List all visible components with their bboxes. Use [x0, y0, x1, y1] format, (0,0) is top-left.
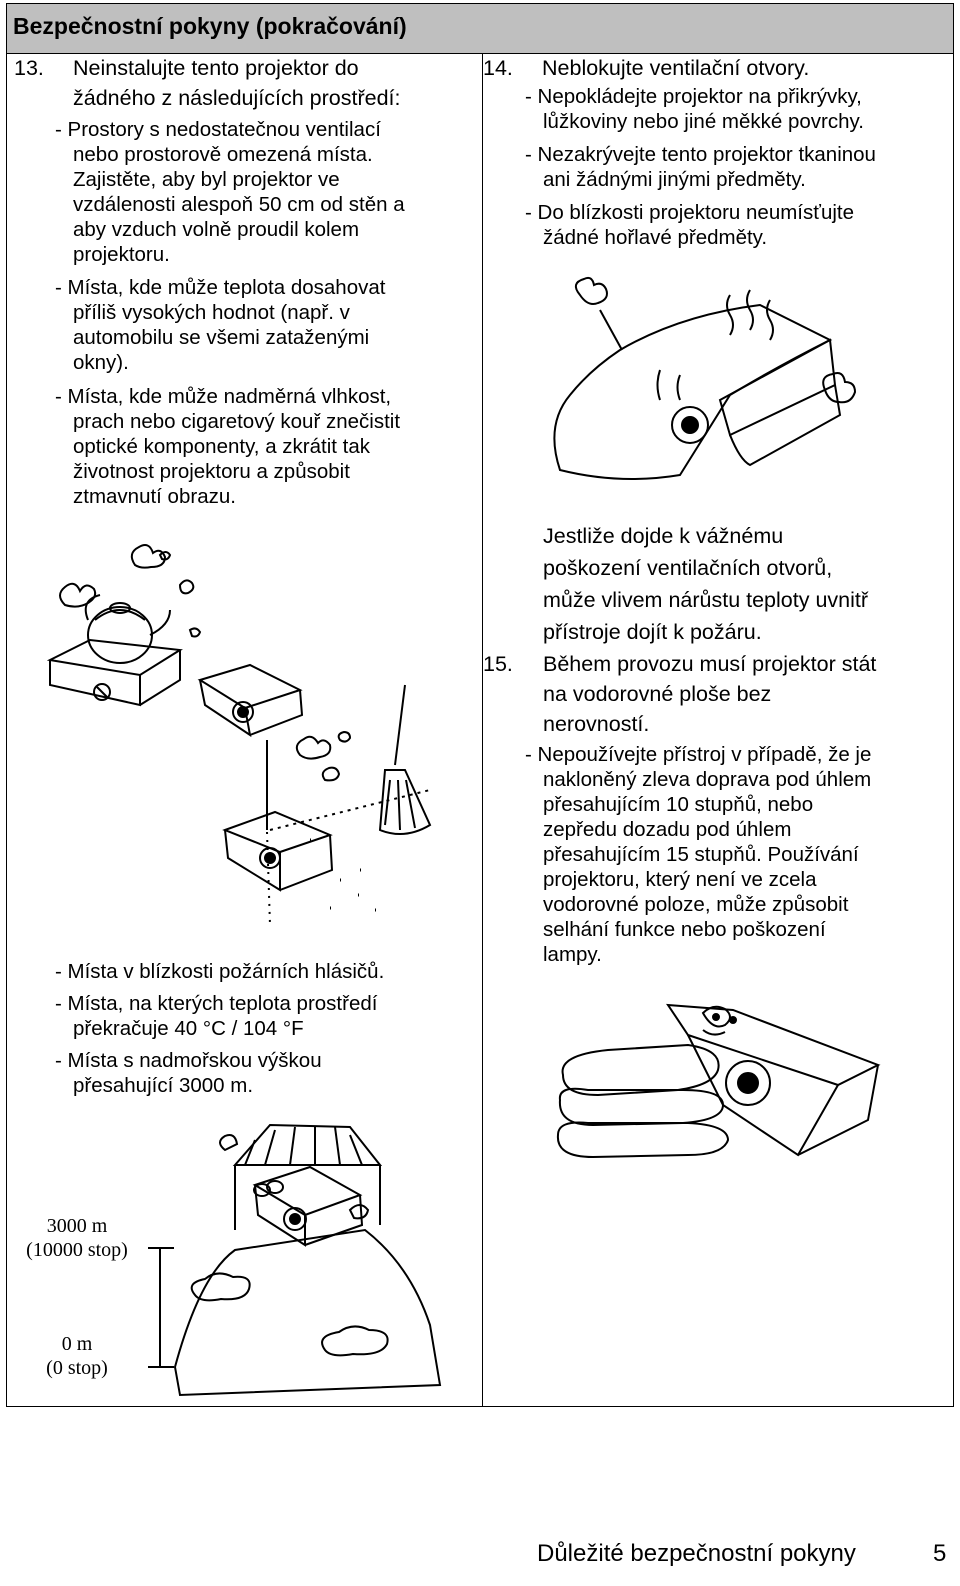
item15-number: 15. [483, 652, 513, 676]
section-title: Bezpečnostní pokyny (pokračování) [13, 13, 407, 39]
item13-bullet3-line5: ztmavnutí obrazu. [73, 485, 236, 508]
item13-bullet3-line2: prach nebo cigaretový kouř znečistit [73, 410, 401, 433]
item13-bullet6-line2: přesahující 3000 m. [73, 1074, 254, 1097]
item13-bullet1-line1: - Prostory s nedostatečnou ventilací [55, 118, 381, 141]
item13-number: 13. [14, 56, 44, 80]
item13-bullet1-line5: aby vzduch volně proudil kolem [73, 218, 360, 241]
item13-bullet5-line2: překračuje 40 °C / 104 °F [73, 1017, 304, 1040]
item13-bullet6-line1: - Místa s nadmořskou výškou [55, 1049, 322, 1072]
heat-dust-illustration [40, 540, 460, 930]
item13-heading-line1: Neinstalujte tento projektor do [73, 56, 359, 80]
item13-heading-line2: žádného z následujících prostředí: [73, 86, 401, 110]
item13-bullet3-line3: optické komponenty, a zkrátit tak [73, 435, 371, 458]
altitude-bottom-value: 0 m [61, 1333, 93, 1355]
item15-bullet1-line9: lampy. [543, 943, 602, 966]
item13-bullet3-line4: životnost projektoru a způsobit [73, 460, 350, 483]
item14-bullet3-line1: - Do blízkosti projektoru neumísťujte [525, 201, 854, 224]
item13-bullet2-line4: okny). [73, 351, 129, 374]
item14-bullet2-line2: ani žádnými jinými předměty. [543, 168, 806, 191]
item14-bullet2-line1: - Nezakrývejte tento projektor tkaninou [525, 143, 876, 166]
page-number: 5 [933, 1540, 947, 1567]
item15-heading-line2: na vodorovné ploše bez [543, 682, 772, 706]
item15-bullet1-line5: přesahujícím 15 stupňů. Používání [543, 843, 859, 866]
footer-title: Důležité bezpečnostní pokyny [537, 1540, 856, 1567]
covered-projector-illustration [540, 275, 900, 490]
item13-bullet4: - Místa v blízkosti požárních hlásičů. [55, 960, 385, 983]
item13-bullet1-line6: projektoru. [73, 243, 170, 266]
column-divider [482, 54, 483, 1406]
item13-bullet1-line3: Zajistěte, aby byl projektor ve [73, 168, 340, 191]
tilted-projector-illustration [548, 995, 908, 1165]
item14-heading: Neblokujte ventilační otvory. [542, 56, 810, 80]
mountain-illustration [140, 1115, 460, 1405]
warning-line2: poškození ventilačních otvorů, [543, 556, 833, 580]
section-header [7, 4, 953, 54]
item15-bullet1-line4: zepředu dozadu pod úhlem [543, 818, 792, 841]
item13-bullet2-line2: příliš vysokých hodnot (např. v [73, 301, 350, 324]
altitude-bottom-units: (0 stop) [46, 1357, 108, 1379]
item15-heading-line1: Během provozu musí projektor stát [543, 652, 877, 676]
item15-bullet1-line8: selhání funkce nebo poškození [543, 918, 826, 941]
item15-bullet1-line7: vodorovné poloze, může způsobit [543, 893, 849, 916]
item14-bullet1-line2: lůžkoviny nebo jiné měkké povrchy. [543, 110, 864, 133]
item15-bullet1-line3: přesahujícím 10 stupňů, nebo [543, 793, 814, 816]
item15-heading-line3: nerovností. [543, 712, 650, 736]
item13-bullet1-line4: vzdálenosti alespoň 50 cm od stěn a [73, 193, 405, 216]
item15-bullet1-line1: - Nepoužívejte přístroj v případě, že je [525, 743, 872, 766]
warning-line1: Jestliže dojde k vážnému [543, 524, 784, 548]
warning-line3: může vlivem nárůstu teploty uvnitř [543, 588, 869, 612]
item13-bullet2-line3: automobilu se všemi zataženými [73, 326, 370, 349]
item13-bullet2-line1: - Místa, kde může teplota dosahovat [55, 276, 386, 299]
altitude-top-value: 3000 m [46, 1215, 108, 1237]
altitude-top-units: (10000 stop) [26, 1239, 128, 1261]
item14-bullet3-line2: žádné hořlavé předměty. [543, 226, 768, 249]
item15-bullet1-line2: nakloněný zleva doprava pod úhlem [543, 768, 872, 791]
item14-number: 14. [483, 56, 513, 80]
item13-bullet5-line1: - Místa, na kterých teplota prostředí [55, 992, 378, 1015]
item13-bullet1-line2: nebo prostorově omezená místa. [73, 143, 373, 166]
item15-bullet1-line6: projektoru, který není ve zcela [543, 868, 817, 891]
item14-bullet1-line1: - Nepokládejte projektor na přikrývky, [525, 85, 862, 108]
item13-bullet3-line1: - Místa, kde může nadměrná vlhkost, [55, 385, 392, 408]
warning-line4: přístroje dojít k požáru. [543, 620, 762, 644]
